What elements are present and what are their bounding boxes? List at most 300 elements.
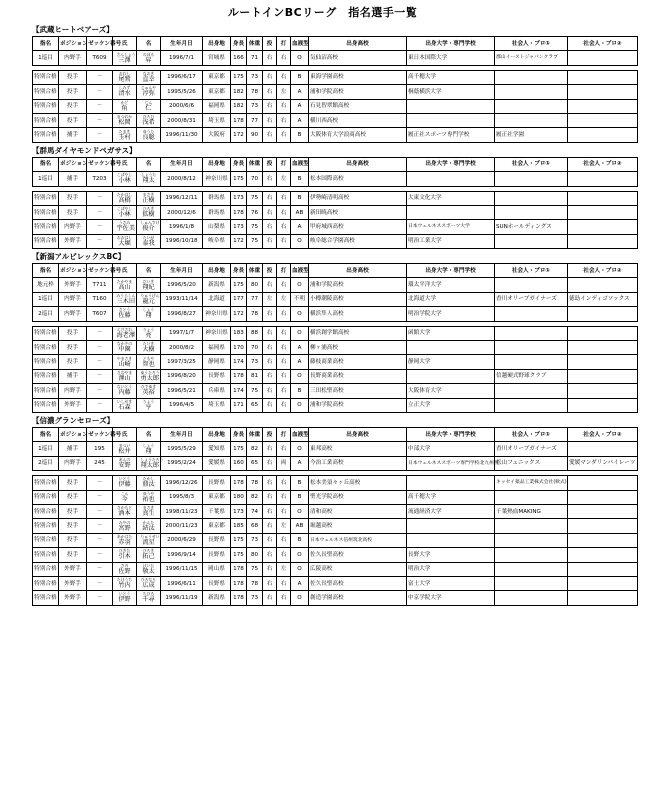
cell-blood: A	[291, 456, 309, 470]
name-reading: りゅうせい	[140, 533, 160, 539]
name-kanji: 内藤	[118, 389, 131, 397]
name-kanji: 翔	[145, 447, 152, 455]
cell-pref: 長野県	[203, 533, 231, 547]
cell-surname	[113, 519, 137, 533]
cell-given-name	[137, 278, 161, 292]
cell-given-name	[137, 456, 164, 470]
cell-b: 右	[277, 533, 291, 547]
cell-blood: B	[291, 533, 309, 547]
cell-pick: 特別合格	[33, 591, 59, 605]
cell-pick: 1巡目	[33, 442, 59, 456]
cell-surname	[113, 341, 137, 355]
column-header: ゼッケン番号	[87, 37, 113, 51]
cell-given-name	[137, 113, 161, 127]
cell-given-name	[137, 326, 161, 340]
cell-pos: 投手	[59, 205, 87, 219]
cell-num: －	[87, 398, 113, 412]
cell-num: －	[87, 384, 113, 398]
cell-dob: 1996/11/30	[161, 128, 203, 142]
cell-pos: 内野手	[59, 292, 87, 306]
cell-uni	[407, 476, 495, 490]
cell-dob: 2000/8/31	[161, 113, 203, 127]
cell-given-name	[137, 70, 161, 84]
cell-pref: 千葉県	[203, 504, 231, 518]
cell-blood: O	[291, 307, 309, 321]
table-row	[33, 220, 638, 234]
cell-pro2	[568, 576, 638, 590]
name-reading: やまさき	[116, 355, 133, 361]
column-header: 出身高校	[309, 157, 407, 171]
player-table	[32, 427, 638, 606]
cell-num: －	[87, 369, 113, 383]
cell-b: 右	[277, 113, 291, 127]
name-kanji: 敬太	[142, 567, 155, 575]
cell-pro1	[495, 533, 568, 547]
cell-pick: 特別合格	[33, 562, 59, 576]
cell-t: 右	[263, 442, 277, 456]
cell-dob: 1996/6/11	[161, 576, 203, 590]
cell-b: 右	[277, 369, 291, 383]
table-row	[33, 355, 638, 369]
name-kanji: 竹内	[118, 582, 131, 590]
name-reading: こばやし	[116, 206, 133, 212]
cell-given-name	[137, 504, 161, 518]
cell-t: 右	[263, 326, 277, 340]
cell-pro1	[495, 398, 568, 412]
cell-surname	[113, 533, 137, 547]
name-kanji: 亨	[145, 403, 152, 411]
team-name: 【信濃グランセローズ】	[32, 415, 115, 425]
cell-hs: 聖光学院高校	[309, 490, 407, 504]
table-row	[33, 85, 638, 99]
name-reading: ゆうや	[142, 490, 155, 496]
name-kanji: 祐也	[142, 495, 155, 503]
name-reading: たかやま	[116, 278, 133, 284]
cell-uni: 東日本国際大学	[407, 51, 495, 65]
cell-t: 右	[263, 355, 277, 369]
column-header: 社会人・プロ①	[495, 427, 568, 441]
cell-pick: 2巡目	[33, 307, 59, 321]
cell-w: 78	[247, 576, 263, 590]
column-header: 社会人・プロ②	[568, 264, 638, 278]
cell-h: 178	[231, 591, 247, 605]
cell-t: 右	[263, 51, 277, 65]
name-kanji: 亮	[145, 331, 152, 339]
cell-pref: 愛媛県	[203, 456, 231, 470]
cell-pick: 特別合格	[33, 128, 59, 142]
name-reading: りょう	[142, 398, 155, 404]
cell-b: 右	[277, 307, 291, 321]
cell-blood: O	[291, 51, 309, 65]
cell-pos: 内野手	[59, 220, 87, 234]
cell-pos: 投手	[59, 99, 87, 113]
cell-pro1: キッセイ薬品工業株式会社(軟式)	[495, 476, 568, 490]
column-header: 社会人・プロ②	[568, 37, 638, 51]
cell-blood: AB	[291, 205, 309, 219]
cell-pro2	[568, 307, 638, 321]
cell-b: 右	[277, 476, 291, 490]
cell-blood: O	[291, 548, 309, 562]
cell-h: 178	[231, 369, 247, 383]
cell-dob: 1995/5/29	[161, 442, 203, 456]
name-reading: しょう	[142, 307, 155, 313]
cell-given-name	[137, 533, 161, 547]
cell-pro2	[568, 355, 638, 369]
name-reading: のぼる	[142, 51, 155, 57]
cell-pref: 長野県	[203, 369, 231, 383]
name-kanji: 三澤	[118, 56, 131, 64]
cell-uni	[407, 519, 495, 533]
cell-pick: 特別合格	[33, 85, 59, 99]
cell-pro2	[568, 70, 638, 84]
cell-pick: 特別合格	[33, 355, 59, 369]
team-name: 【新潟アルビレックスBC】	[32, 252, 126, 262]
cell-blood: O	[291, 369, 309, 383]
cell-num: －	[87, 99, 113, 113]
column-header: 出身大学・専門学校	[407, 37, 495, 51]
cell-b: 左	[277, 519, 291, 533]
cell-surname	[113, 326, 137, 340]
name-kanji: 翔太	[142, 177, 155, 185]
table-row	[33, 384, 638, 398]
cell-uni	[407, 113, 495, 127]
cell-given-name	[137, 476, 161, 490]
cell-w: 68	[247, 519, 263, 533]
cell-dob: 1996/12/26	[161, 476, 203, 490]
cell-pro2	[568, 172, 638, 186]
column-header: 名	[137, 157, 161, 171]
column-header: 生年月日	[161, 157, 203, 171]
team-section	[32, 250, 637, 413]
table-row	[33, 51, 638, 65]
cell-t: 右	[263, 191, 277, 205]
cell-w: 82	[247, 490, 263, 504]
cell-pos: 投手	[59, 341, 87, 355]
cell-h: 173	[231, 220, 247, 234]
name-reading: しょうたろう	[140, 456, 164, 462]
name-kanji: 今	[121, 495, 128, 503]
cell-w: 70	[247, 172, 263, 186]
column-header: 社会人・プロ②	[568, 157, 638, 171]
name-kanji: 酒本	[118, 510, 131, 518]
cell-b: 左	[277, 292, 291, 306]
cell-surname	[113, 442, 137, 456]
cell-blood: 不明	[291, 292, 309, 306]
cell-num: －	[87, 128, 113, 142]
cell-pro1	[495, 99, 568, 113]
table-row	[33, 562, 638, 576]
cell-h: 172	[231, 128, 247, 142]
cell-pref: 埼玉県	[203, 398, 231, 412]
cell-surname	[113, 369, 137, 383]
cell-pref: 長野県	[203, 476, 231, 490]
name-reading: ひろむ	[142, 114, 155, 120]
cell-hs: 松本美須々ヶ丘高校	[309, 476, 407, 490]
cell-num: T160	[87, 292, 113, 306]
column-header: 出身高校	[309, 264, 407, 278]
cell-hs: 柳ヶ浦高校	[309, 341, 407, 355]
cell-h: 175	[231, 442, 247, 456]
name-reading: しょうた	[140, 172, 157, 178]
column-header: 出身大学・専門学校	[407, 264, 495, 278]
cell-surname	[113, 85, 137, 99]
cell-given-name	[137, 519, 161, 533]
name-kanji: 安野	[118, 461, 131, 469]
column-header: ポジション	[59, 37, 87, 51]
name-reading: ひろき	[142, 548, 155, 554]
name-reading: うさみ	[118, 220, 131, 226]
team-name: 【群馬ダイヤモンドペガサス】	[32, 145, 137, 155]
cell-pro1	[495, 172, 568, 186]
cell-dob: 1996/4/5	[161, 398, 203, 412]
cell-w: 75	[247, 191, 263, 205]
cell-given-name	[137, 398, 161, 412]
column-header: 出身地	[203, 37, 231, 51]
cell-pos: 外野手	[59, 398, 87, 412]
name-kanji: 山崎	[118, 360, 131, 368]
name-reading: ひきた	[118, 548, 131, 554]
cell-pref: 新潟県	[203, 278, 231, 292]
cell-pick: 特別合格	[33, 369, 59, 383]
cell-num: －	[87, 234, 113, 248]
cell-pick: 特別合格	[33, 70, 59, 84]
team-section	[32, 414, 637, 606]
name-reading: おわし	[118, 70, 131, 76]
cell-given-name	[137, 591, 161, 605]
cell-pro1	[495, 490, 568, 504]
cell-w: 78	[247, 85, 263, 99]
cell-pro2	[568, 191, 638, 205]
name-kanji: 直幸	[142, 75, 155, 83]
cell-num: －	[87, 490, 113, 504]
cell-b: 右	[277, 384, 291, 398]
cell-pos: 外野手	[59, 234, 87, 248]
column-header: ゼッケン番号	[87, 264, 113, 278]
cell-pro2	[568, 476, 638, 490]
table-row	[33, 548, 638, 562]
name-kanji: 英裕	[142, 389, 155, 397]
cell-pro1	[495, 278, 568, 292]
cell-dob: 1997/3/25	[161, 355, 203, 369]
cell-surname	[113, 234, 137, 248]
cell-pro2	[568, 99, 638, 113]
cell-blood: O	[291, 326, 309, 340]
cell-pref: 群馬県	[203, 191, 231, 205]
cell-pro2	[568, 384, 638, 398]
cell-blood: A	[291, 113, 309, 127]
column-header: 名	[137, 264, 161, 278]
cell-b: 右	[277, 205, 291, 219]
cell-num: －	[87, 504, 113, 518]
cell-w: 73	[247, 355, 263, 369]
cell-pro1	[495, 562, 568, 576]
table-row	[33, 234, 638, 248]
cell-given-name	[137, 99, 161, 113]
cell-surname	[113, 307, 137, 321]
cell-hs: 日本ウェルネス信州筑北高校	[309, 533, 407, 547]
name-kanji: 良聡	[142, 133, 155, 141]
cell-dob: 1995/8/3	[161, 490, 203, 504]
column-header: 出身地	[203, 427, 231, 441]
cell-pref: 神奈川県	[203, 326, 231, 340]
cell-t: 右	[263, 341, 277, 355]
column-header: 打	[277, 427, 291, 441]
cell-h: 174	[231, 384, 247, 398]
cell-b: 右	[277, 220, 291, 234]
cell-w: 78	[247, 476, 263, 490]
cell-given-name	[137, 85, 161, 99]
cell-b: 右	[277, 191, 291, 205]
cell-h: 172	[231, 234, 247, 248]
cell-pos: 投手	[59, 504, 87, 518]
name-reading: さの	[120, 562, 129, 568]
cell-uni: 北海道大学	[407, 292, 495, 306]
table-row	[33, 519, 638, 533]
cell-pref: 山梨県	[203, 220, 231, 234]
cell-hs: 甲府城西高校	[309, 220, 407, 234]
column-header: 社会人・プロ①	[495, 264, 568, 278]
cell-hs: 松本国際高校	[309, 172, 407, 186]
table-header-row	[33, 157, 638, 171]
cell-b: 右	[277, 341, 291, 355]
name-reading: たけうち	[116, 577, 133, 583]
cell-given-name	[137, 292, 161, 306]
cell-num: 195	[87, 442, 113, 456]
cell-pick: 1巡目	[33, 292, 59, 306]
cell-pro2: 愛媛マンダリンパイレーツ	[568, 456, 638, 470]
cell-pos: 外野手	[59, 576, 87, 590]
cell-h: 160	[231, 456, 247, 470]
cell-pref: 長野県	[203, 576, 231, 590]
cell-pref: 新潟県	[203, 591, 231, 605]
team-section	[32, 23, 637, 143]
cell-num: －	[87, 205, 113, 219]
cell-w: 73	[247, 70, 263, 84]
name-reading: だいき	[142, 278, 155, 284]
cell-pos: 外野手	[59, 278, 87, 292]
cell-uni: 高千穂大学	[407, 490, 495, 504]
cell-t: 右	[263, 456, 277, 470]
table-row	[33, 398, 638, 412]
cell-t: 右	[263, 220, 277, 234]
cell-hs: 浦和学院高校	[309, 85, 407, 99]
cell-t: 右	[263, 548, 277, 562]
cell-h: 171	[231, 398, 247, 412]
cell-uni: 大東文化大学	[407, 191, 495, 205]
name-reading: けいた	[142, 562, 155, 568]
player-table	[32, 263, 638, 413]
cell-num: －	[87, 326, 113, 340]
cell-t: 右	[263, 504, 277, 518]
cell-dob: 1996/10/18	[161, 234, 203, 248]
name-kanji: 大堀	[118, 239, 131, 247]
cell-b: 左	[277, 562, 291, 576]
cell-dob: 1996/12/11	[161, 191, 203, 205]
name-reading: えびさわ	[116, 326, 133, 332]
name-kanji: 角	[121, 104, 128, 112]
table-header-row	[33, 427, 638, 441]
cell-hs: 清和高校	[309, 504, 407, 518]
cell-w: 77	[247, 292, 263, 306]
table-row	[33, 113, 638, 127]
cell-h: 177	[231, 292, 247, 306]
cell-h: 173	[231, 191, 247, 205]
name-reading: じゅんや	[140, 85, 157, 91]
name-kanji: 浅希	[142, 119, 155, 127]
column-header: ポジション	[59, 427, 87, 441]
name-reading: あんの	[118, 456, 131, 462]
name-reading: ひろなり	[140, 577, 157, 583]
cell-b: 右	[277, 504, 291, 518]
cell-pro2	[568, 504, 638, 518]
name-kanji: 俊介	[142, 225, 155, 233]
name-reading: ひろき	[142, 206, 155, 212]
name-reading: しみず	[118, 85, 131, 91]
table-row	[33, 442, 638, 456]
column-header: ゼッケン番号	[87, 157, 113, 171]
cell-h: 173	[231, 504, 247, 518]
cell-h: 178	[231, 576, 247, 590]
table-row	[33, 292, 638, 306]
cell-surname	[113, 172, 137, 186]
cell-pro1	[495, 307, 568, 321]
cell-pro2	[568, 548, 638, 562]
cell-uni: 高千穂大学	[407, 70, 495, 84]
cell-pref: 静岡県	[203, 355, 231, 369]
column-header: 社会人・プロ①	[495, 37, 568, 51]
name-reading: たかし	[142, 476, 155, 482]
column-header: ポジション	[59, 157, 87, 171]
cell-pref: 神奈川県	[203, 172, 231, 186]
cell-pro1: 松山フェニックス	[495, 456, 568, 470]
cell-surname	[113, 191, 137, 205]
name-reading: ないとう	[116, 384, 133, 390]
cell-pro2	[568, 85, 638, 99]
column-header: 投	[263, 264, 277, 278]
cell-blood: A	[291, 355, 309, 369]
cell-h: 183	[231, 326, 247, 340]
table-row	[33, 278, 638, 292]
column-header: 投	[263, 37, 277, 51]
cell-pro2	[568, 369, 638, 383]
cell-pick: 特別合格	[33, 533, 59, 547]
cell-b: 右	[277, 591, 291, 605]
cell-uni	[407, 369, 495, 383]
name-kanji: 仁	[145, 104, 152, 112]
cell-hs: 浦和学院高校	[309, 398, 407, 412]
cell-blood: B	[291, 490, 309, 504]
cell-dob: 1996/7/1	[161, 51, 203, 65]
column-header: 指名	[33, 37, 59, 51]
cell-pro1	[495, 113, 568, 127]
column-header: 氏	[113, 157, 137, 171]
cell-pro2: 徳島インディゴソックス	[568, 292, 638, 306]
cell-given-name	[137, 191, 161, 205]
name-reading: まさき	[142, 191, 155, 197]
cell-dob: 1995/2/24	[161, 456, 203, 470]
cell-w: 73	[247, 533, 263, 547]
cell-given-name	[137, 220, 161, 234]
cell-uni: 履正社スポーツ専門学校	[407, 128, 495, 142]
cell-pro1: 信越硬式野球クラブ	[495, 369, 568, 383]
name-reading: りょう	[142, 326, 155, 332]
cell-t: 右	[263, 576, 277, 590]
cell-h: 175	[231, 533, 247, 547]
cell-given-name	[137, 548, 161, 562]
cell-surname	[113, 51, 137, 65]
cell-pref: 東京都	[203, 490, 231, 504]
cell-num: －	[87, 113, 113, 127]
